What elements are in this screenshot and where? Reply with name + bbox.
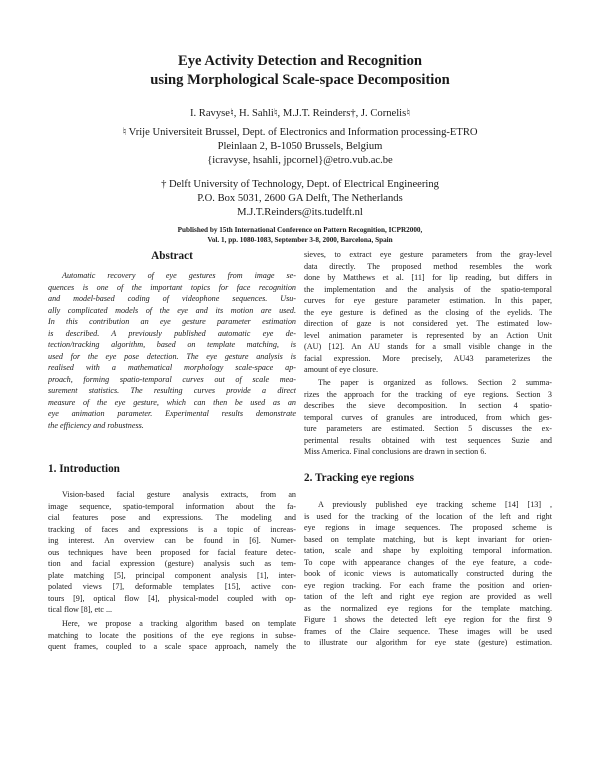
text-line: ing interest. An overview can be found in [6]. Numer-: [48, 536, 296, 545]
text-line: tracking of faces and expressions is a topic of increas-: [48, 524, 296, 534]
text-line: eye regions in image sequences. The proposed scheme is: [304, 523, 552, 532]
text-line: describes the sieve decomposition. In section 4 spatio-: [304, 401, 552, 410]
text-line: done by Matthews et al. [11] for lip reading, but differs in: [304, 273, 552, 282]
text-line: In this contribution an eye gesture parameter estimation: [48, 317, 296, 326]
section-2-paragraph: [304, 499, 552, 649]
affiliation-1-email: {icravyse, hsahli, jpcornel}@etro.vub.ac.be: [207, 155, 393, 166]
text-line: data directly. The proposed method resembles the work: [304, 261, 552, 271]
text-line: eye animation parameter. Experimental results demonstrate: [48, 409, 296, 418]
text-line: (AU) [12]. An AU stands for a small visible change in the: [304, 342, 552, 351]
text-line: as the normalized eye regions for the template matching.: [304, 603, 552, 613]
publication-note-line-2: Vol. 1, pp. 1080-1083, September 3-8, 2000, Barcelona, Spain: [207, 235, 393, 244]
affiliation-1-line-1: ♮ Vrije Universiteit Brussel, Dept. of Electronics and Information processing-ETRO: [122, 127, 478, 138]
text-line: tection/tracking algorithm, based on template matching, is: [48, 340, 296, 349]
text-line: quent frames, coupled to a scale space approach, namely the: [48, 642, 296, 651]
text-line: proach, forming spatio-temporal curves out of scale mea-: [48, 374, 296, 384]
affiliation-1-line-2: Pleinlaan 2, B-1050 Brussels, Belgium: [217, 141, 383, 152]
text-line: quences is one of the important topics for face recognition: [48, 282, 296, 292]
abstract-body: [48, 270, 296, 431]
section-1-paragraph-1: [48, 489, 296, 616]
text-line: temporal curves of granules are introduced, from which ges-: [304, 412, 552, 422]
paper-title-line-1: Eye Activity Detection and Recognition: [177, 53, 422, 69]
text-line: book of iconic views is automatically constructed during the: [304, 569, 552, 578]
affiliation-2-line-1: † Delft University of Technology, Dept. of Electrical Engineering: [161, 179, 439, 190]
text-line: is used for the tracking of the location of the left and right: [304, 511, 552, 521]
text-line: curves for eye gesture parameter estimation. In this paper,: [304, 296, 552, 305]
text-line: Here, we propose a tracking algorithm based on template: [62, 619, 296, 628]
text-line: the efficiency and robustness.: [48, 420, 144, 430]
text-line: surement statistics. The resulting curves provide a direct: [48, 386, 296, 395]
text-line: measure of the eye gesture, which can then be used as an: [48, 397, 296, 407]
text-line: plate matching [5], principal component analysis [1], inter-: [48, 570, 296, 580]
abstract-heading: Abstract: [151, 250, 193, 262]
text-line: image sequence, spatio-temporal information about the fa-: [48, 501, 296, 511]
intro-continued-paragraph: [304, 249, 552, 376]
publication-note-line-1: Published by 15th International Conference on Pattern Recognition, ICPR2000,: [177, 226, 423, 234]
section-2-heading: 2. Tracking eye regions: [304, 472, 415, 484]
text-line: eye region tracking. For each frame the position and orien-: [304, 580, 552, 590]
text-line: realised with a mathematical morphology scale-space ap-: [48, 363, 296, 372]
text-line: Vision-based facial gesture analysis extracts, from an: [62, 490, 296, 499]
text-line: is described. A previously published automatic eye de-: [48, 328, 296, 338]
text-line: amount of eye closure.: [304, 365, 379, 374]
text-line: tation, scale and shape by exploiting temporal information.: [304, 546, 552, 555]
text-line: tation of the left and right eye region are provided as well: [304, 592, 552, 601]
text-line: frames of the Claire sequence. These images will be used: [304, 626, 552, 636]
text-line: A previously published eye tracking scheme [14] [13] ,: [318, 500, 552, 509]
text-line: and model-based coding of videophone sequences. Usu-: [48, 294, 296, 303]
text-line: used for the eye pose detection. The eye gesture analysis is: [48, 351, 296, 361]
text-line: tical flow [8], etc ...: [48, 605, 113, 614]
text-line: rizes the approach for the tracking of eye regions. Section 3: [304, 389, 552, 399]
paper-title-line-2: using Morphological Scale-space Decomposition: [150, 72, 450, 88]
text-line: the eye gesture is defined as the closing of the eyelids. The: [304, 307, 552, 317]
text-line: perimental results obtained with test sequences Suzie and: [304, 435, 552, 445]
text-line: sieves, to extract eye gesture parameters from the gray-level: [304, 250, 552, 259]
text-line: matching to locate the positions of the eye regions in subse-: [48, 630, 296, 640]
text-line: polated views [7], deformable templates [15], active con-: [48, 582, 296, 591]
text-line: The paper is organized as follows. Section 2 summa-: [318, 378, 552, 387]
affiliation-2-email: M.J.T.Reinders@its.tudelft.nl: [237, 207, 363, 218]
text-line: based on template matching, but is kept invariant for orien-: [304, 534, 552, 544]
section-1-heading: 1. Introduction: [48, 463, 120, 475]
text-line: Figure 1 shows the detected left eye region for the first 9: [304, 615, 552, 624]
section-1-paragraph-2: [48, 618, 296, 653]
text-line: to illustrate our algorithm for eye state (gesture) estimation.: [304, 638, 552, 647]
intro-organization-paragraph: [304, 377, 552, 458]
text-line: ally complicated models of the eye and its motion are used.: [48, 305, 296, 315]
text-line: cial features pose and expressions. The modeling and: [48, 513, 296, 522]
affiliation-2-line-2: P.O. Box 5031, 2600 GA Delft, The Netherlands: [197, 193, 403, 204]
text-line: the implementation and the analysis of the spatio-temporal: [304, 284, 552, 294]
text-line: tours [9], optical flow [4], physical-model coupled with op-: [48, 593, 296, 603]
text-line: To cope with appearance changes of the eye feature, a code-: [304, 557, 552, 567]
text-line: ous techniques have been proposed for facial feature detec-: [48, 547, 296, 557]
text-line: Miss America. Final conclusions are drawn in section 6.: [304, 447, 487, 456]
text-line: level animation parameter is represented by an Action Unit: [304, 330, 552, 340]
text-line: facial expression. More precisely, AU43 parameterizes the: [304, 353, 552, 363]
text-line: direction of gaze is not considered yet. The estimated low-: [304, 319, 552, 328]
text-line: Automatic recovery of eye gestures from image se-: [62, 271, 296, 280]
authors: I. Ravyse♮, H. Sahli♮, M.J.T. Reinders†, J. Cornelis♮: [189, 108, 411, 119]
text-line: tion and facial expression (gesture) analysis such as tem-: [48, 559, 296, 568]
text-line: ture parameters are estimated. Section 5 discusses the ex-: [304, 424, 552, 433]
